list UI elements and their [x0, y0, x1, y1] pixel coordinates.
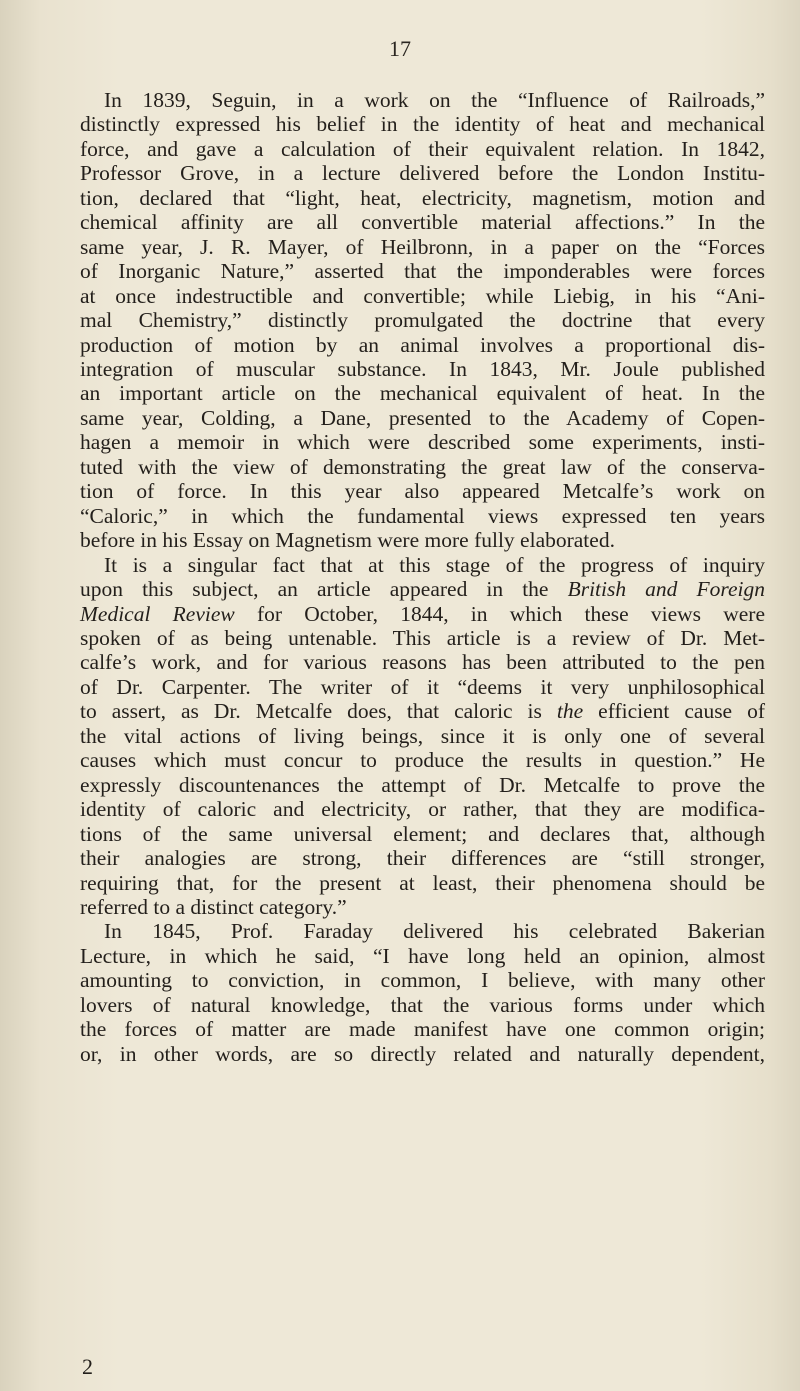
text-line-segment: to assert, as Dr. Metcalfe does, that caloric is: [80, 699, 557, 724]
journal-title: British and Foreign: [567, 577, 765, 602]
text-line: In 1845, Prof. Faraday delivered his celebrated Bakerian: [104, 919, 765, 944]
text-line: tuted with the view of demonstrating the great law of the conserva-: [80, 454, 765, 479]
page-number: 17: [389, 36, 411, 61]
text-line: the forces of matter are made manifest have one common origin;: [80, 1017, 765, 1042]
text-line: “Caloric,” in which the fundamental views expressed ten years: [80, 503, 765, 528]
text-line: amounting to conviction, in common, I believe, with many other: [80, 968, 765, 993]
text-line: tion of force. In this year also appeared Metcalfe’s work on: [80, 479, 765, 504]
paragraph-3: [80, 919, 765, 1066]
text-line: same year, J. R. Mayer, of Heilbronn, in a paper on the “Forces: [80, 234, 765, 259]
text-line: of Dr. Carpenter. The writer of it “deems it very unphilosophical: [80, 674, 765, 699]
text-line: spoken of as being untenable. This article is a review of Dr. Met-: [80, 625, 765, 650]
text-line: production of motion by an animal involves a proportional dis-: [80, 332, 765, 357]
text-line: It is a singular fact that at this stage of the progress of inquiry: [104, 552, 765, 577]
text-line: [80, 699, 765, 723]
text-line: hagen a memoir in which were described some experiments, insti-: [80, 430, 765, 455]
signature-mark: 2: [82, 1354, 93, 1379]
text-line: lovers of natural knowledge, that the various forms under which: [80, 992, 765, 1017]
text-line: an important article on the mechanical equivalent of heat. In the: [80, 381, 765, 406]
text-line: force, and gave a calculation of their equivalent relation. In 1842,: [80, 136, 765, 161]
text-line: tions of the same universal element; and declares that, although: [80, 821, 765, 846]
text-line: the vital actions of living beings, since it is only one of several: [80, 723, 765, 748]
text-line: [80, 577, 765, 601]
text-line: integration of muscular substance. In 1843, Mr. Joule published: [80, 356, 765, 381]
text-line: or, in other words, are so directly related and naturally dependent,: [80, 1041, 765, 1066]
journal-title: Medical Review: [80, 601, 235, 626]
text-line: their analogies are strong, their differences are “still stronger,: [80, 846, 765, 871]
emphasis: the: [556, 699, 584, 724]
text-line: Professor Grove, in a lecture delivered before the London Institu-: [80, 161, 765, 186]
text-line: expressly discountenances the attempt of Dr. Metcalfe to prove the: [80, 772, 765, 797]
body-text: [80, 88, 765, 1066]
text-line: same year, Colding, a Dane, presented to the Academy of Copen-: [80, 405, 765, 430]
text-line: requiring that, for the present at least, their phenomena should be: [80, 870, 765, 895]
paragraph-2: [80, 553, 765, 920]
text-line: before in his Essay on Magnetism were more fully elaborated.: [80, 528, 615, 553]
text-line: identity of caloric and electricity, or rather, that they are modifica-: [80, 797, 765, 822]
text-line: chemical affinity are all convertible material affections.” In the: [80, 210, 765, 235]
text-line-segment: upon this subject, an article appeared in the: [80, 577, 568, 602]
text-line: at once indestructible and convertible; while Liebig, in his “Ani-: [80, 283, 765, 308]
text-line: mal Chemistry,” distinctly promulgated the doctrine that every: [80, 308, 765, 333]
text-line: distinctly expressed his belief in the identity of heat and mechanical: [80, 112, 765, 137]
text-line: of Inorganic Nature,” asserted that the imponderables were forces: [80, 259, 765, 284]
text-line: calfe’s work, and for various reasons has been attributed to the pen: [80, 650, 765, 675]
text-line: causes which must concur to produce the results in question.” He: [80, 748, 765, 773]
text-line: [80, 602, 765, 626]
text-line: Lecture, in which he said, “I have long held an opinion, almost: [80, 943, 765, 968]
text-line-segment: efficient cause of: [583, 699, 765, 724]
text-line-segment: for October, 1844, in which these views were: [234, 601, 765, 626]
text-line: referred to a distinct category.”: [80, 894, 347, 919]
paragraph-1: [80, 88, 765, 553]
text-line: tion, declared that “light, heat, electricity, magnetism, motion and: [80, 185, 765, 210]
text-line: In 1839, Seguin, in a work on the “Influence of Railroads,”: [104, 88, 765, 112]
